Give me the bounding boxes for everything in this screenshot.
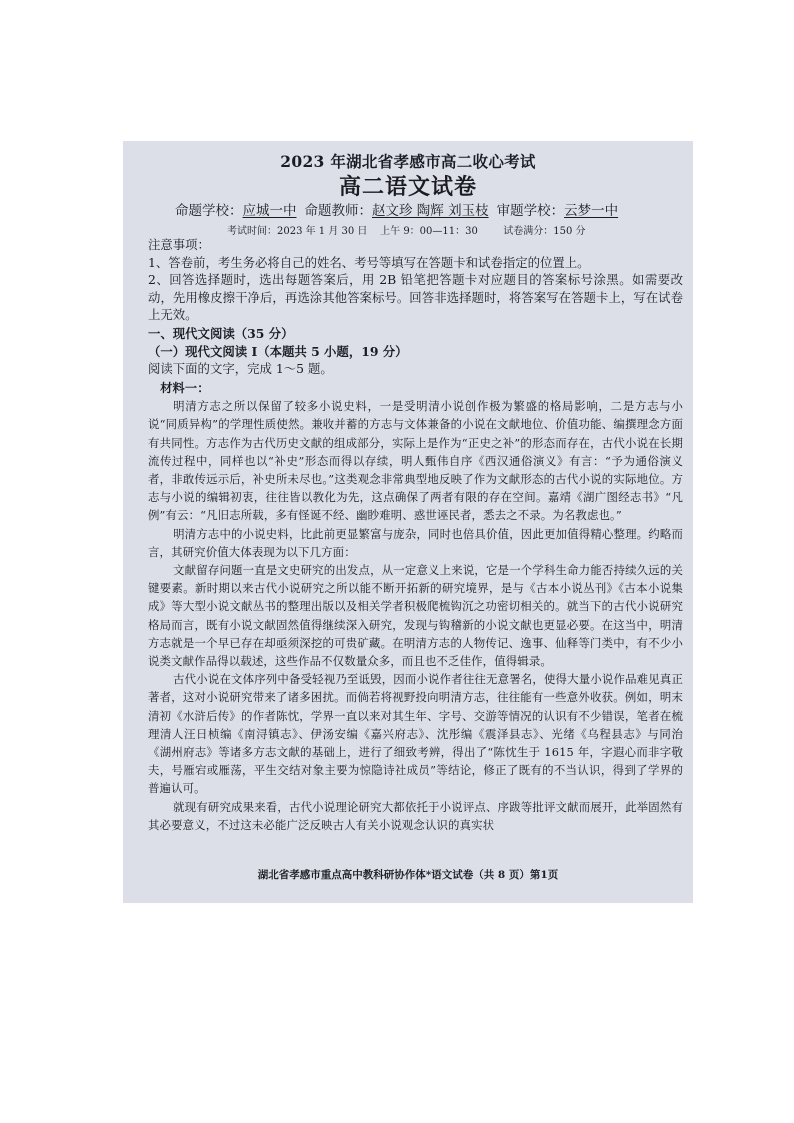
passage-paragraph: 就现有研究成果来看，古代小说理论研究大都依托于小说评点、序跋等批评文献而展开，此举固然有其必要意义，不过这未必能广泛反映古人有关小说观念认识的真实状 xyxy=(148,799,683,832)
setter-info-line xyxy=(175,199,687,219)
reviewer-school: 云梦一中 xyxy=(564,203,619,219)
notice-heading: 注意事项： xyxy=(148,237,210,252)
section-header xyxy=(148,325,683,378)
paper-title: 高二语文试卷 xyxy=(338,174,477,200)
passage-paragraph: 文献留存问题一直是文史研究的出发点，从一定意义上来说，它是一个学科生命力能否持续久远的关键要素。新时期以来古代小说研究之所以能不断开拓新的研究境界，是与《古本小说丛刊》《古本小说集成》等大型小说文献丛书的整理出版以及相关学者积极爬梳钩沉之功密切相关的。就当下的古代小说研究格局而言，既有小说文献固然值得继续深入研究，发现与钩稽新的小说文献也更显必要。在这当中，明清方志就是一个早已存在却亟须深挖的可贵矿藏。在明清方志的人物传记、逸事、仙释等门类中，有不少小说类文献作品得以载述，这些作品不仅数量众多，而且也不乏佳作，值得辑录。 xyxy=(148,563,683,669)
setter-teachers-label: 命题教师： xyxy=(304,203,372,219)
exam-title: 2023 年湖北省孝感市高二收心考试 xyxy=(280,152,536,171)
setter-school-label: 命题学校： xyxy=(175,203,243,219)
notice-item-1: 1、答卷前，考生务必将自己的姓名、考号等填写在答题卡和试卷指定的位置上。 xyxy=(148,254,590,270)
passage-paragraph: 明清方志中的小说史料，比此前更显繁富与庞杂，同时也倍具价值，因此更加值得精心整理。约略而言，其研究价值大体表现为以下几方面： xyxy=(148,526,683,559)
notice-item-2: 2、回答选择题时，选出每题答案后，用 2B 铅笔把答题卡对应题目的答案标号涂黑。如需要改动，先用橡皮擦干净后，再选涂其他答案标号。回答非选择题时，将答案写在答题卡上，写在试卷上无效。 xyxy=(148,272,683,322)
setter-teachers: 赵文珍 陶辉 刘玉枝 xyxy=(372,203,489,219)
exam-time-line: 考试时间：2023 年 1 月 30 日 上午 9：00—11：30 试卷满分：150 分 xyxy=(227,226,586,237)
sub-part-heading: （一）现代文阅读 I（本题共 5 小题，19 分） xyxy=(148,343,408,359)
setter-school: 应城一中 xyxy=(242,203,297,219)
exam-paper-photo xyxy=(123,141,693,903)
part-heading: 一、现代文阅读（35 分） xyxy=(148,326,294,341)
reading-instruction: 阅读下面的文字，完成 1～5 题。 xyxy=(148,361,333,376)
passage-paragraph: 明清方志之所以保留了较多小说史料，一是受明清小说创作极为繁盛的格局影响，二是方志与小说“同质异构”的学理性质使然。兼收并蓄的方志与文体兼备的小说在文献地位、价值功能、编撰理念方面有共同性。方志作为古代历史文献的组成部分，实际上是作为“正史之补”的形态而存在，古代小说在长期流传过程中，同样也以“补史”形态而得以存续，明人甄伟自序《西汉通俗演义》有言：“予为通俗演义者，非敢传远示后，补史所未尽也。”这类观念非常典型地反映了作为文献形态的古代小说的实际地位。方志与小说的编辑初衷，往往皆以教化为先，这点确保了两者有限的存在空间。嘉靖《湖广图经志书》“凡例”有云：“凡旧志所载，多有怪诞不经、幽眇难明、惑世诬民者，悉去之不录。为名教虑也。” xyxy=(148,399,683,523)
page-footer: 湖北省孝感市重点高中教科研协作体*语文试卷（共 8 页）第1页 xyxy=(257,869,559,881)
material-label: 材料一： xyxy=(160,381,210,395)
notice-section xyxy=(148,236,683,324)
reading-passage xyxy=(148,379,683,834)
reviewer-school-label: 审题学校： xyxy=(496,203,565,219)
passage-paragraph: 古代小说在文体序列中备受轻视乃至诋毁，因而小说作者往往无意署名，使得大量小说作品难见真正著者，这对小说研究带来了诸多困扰。而倘若将视野投向明清方志，往往能有一些意外收获。例如，明末清初《水浒后传》的作者陈忱，学界一直以来对其生年、字号、交游等情况的认识有不少错误，笔者在梳理清人汪日桢编《南浔镇志》、伊汤安编《嘉兴府志》、沈彤编《震泽县志》、光绪《乌程县志》与同治《湖州府志》等诸多方志文献的基础上，进行了细致考辨，得出了“陈忱生于 1615 年，字遐心而非字敬夫，号雁宕或雁荡，平生交结对象主要为惊隐诗社成员”等结论，修正了既有的不当认识，得到了学界的普遍认可。 xyxy=(148,672,683,796)
